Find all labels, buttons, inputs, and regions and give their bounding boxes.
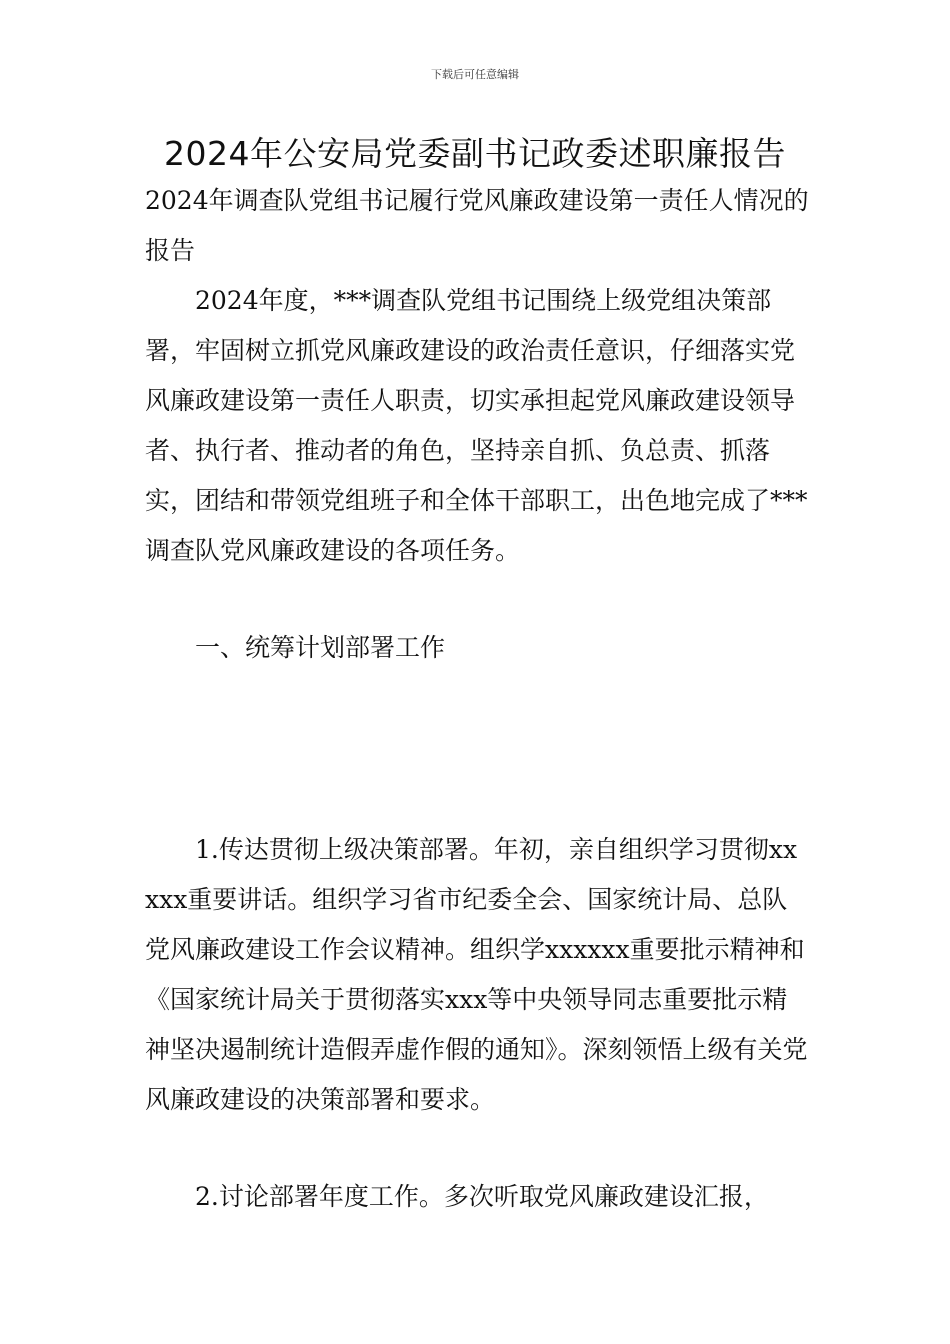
header-note: 下载后可任意编辑 [431,68,519,81]
item-paragraph-2: 2.讨论部署年度工作。多次听取党风廉政建设汇报， [195,1182,769,1211]
intro-paragraph: 2024年度，***调查队党组书记围绕上级党组决策部署，牢固树立抓党风廉政建设的政治责任意识，仔细落实党风廉政建设第一责任人职责，切实承担起党风廉政建设领导者、执行者、推动者的角色，坚持亲自抓、负总责、抓落实，团结和带领党组班子和全体干部职工，出色地完成了***调查队党风廉政建设的各项任务。 [145,286,808,565]
item-paragraph-1: 1.传达贯彻上级决策部署。年初，亲自组织学习贯彻xxxxx重要讲话。组织学习省市纪委全会、国家统计局、总队党风廉政建设工作会议精神。组织学xxxxxx重要批示精神和《国家统计局关于贯彻落实xxx等中央领导同志重要批示精神坚决遏制统计造假弄虚作假的通知》。深刻领悟上级有关党风廉政建设的决策部署和要求。 [145,835,808,1114]
document-subtitle: 2024年调查队党组书记履行党风廉政建设第一责任人情况的报告 [145,186,809,265]
section-heading: 一、统筹计划部署工作 [195,633,446,662]
document-title: 2024年公安局党委副书记政委述职廉报告 [164,134,786,173]
